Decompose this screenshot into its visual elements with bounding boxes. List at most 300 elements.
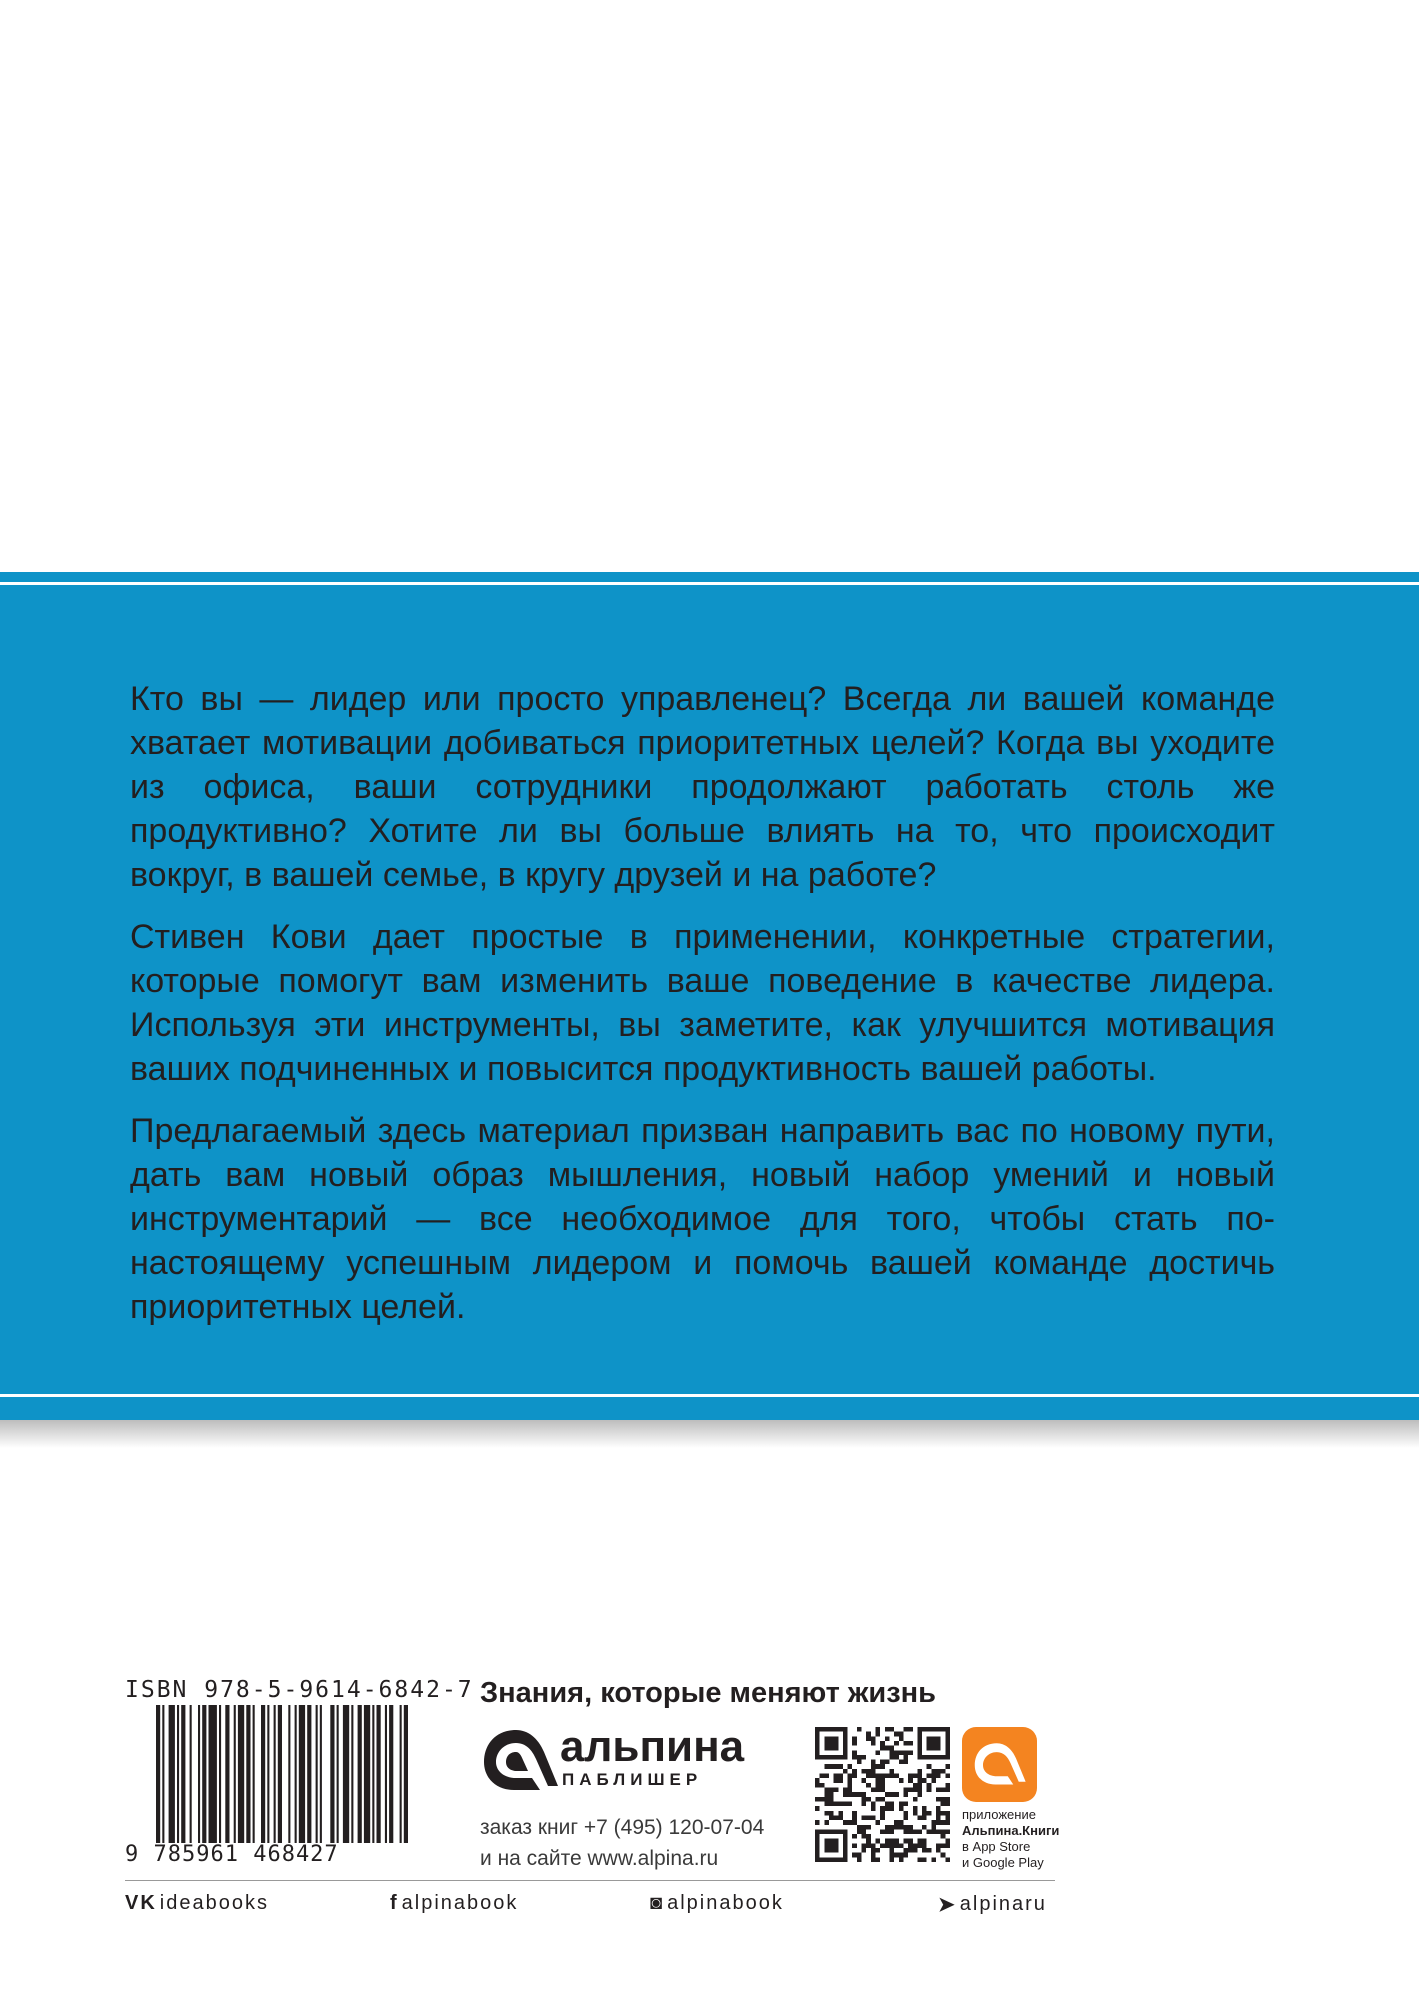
qr-module — [824, 1736, 838, 1750]
qr-module — [889, 1843, 894, 1848]
barcode-bar — [274, 1705, 276, 1843]
qr-module — [908, 1788, 913, 1793]
qr-module — [852, 1741, 857, 1746]
qr-module — [876, 1788, 881, 1793]
qr-module — [931, 1769, 936, 1774]
qr-module — [889, 1727, 894, 1732]
instagram-icon: ◙ — [650, 1892, 665, 1914]
qr-module — [922, 1839, 927, 1844]
qr-module — [936, 1843, 941, 1848]
qr-module — [917, 1783, 922, 1788]
barcode-bar — [198, 1705, 200, 1843]
qr-module — [880, 1783, 885, 1788]
qr-module — [941, 1843, 946, 1848]
barcode-bar — [278, 1705, 282, 1843]
qr-module — [927, 1848, 932, 1853]
qr-module — [922, 1857, 927, 1862]
facebook-handle: alpinabook — [401, 1892, 519, 1914]
barcode-bar — [343, 1705, 349, 1843]
qr-module — [852, 1750, 857, 1755]
qr-module — [922, 1815, 927, 1820]
qr-module — [885, 1727, 890, 1732]
order-phone: заказ книг +7 (495) 120-07-04 — [480, 1816, 765, 1839]
qr-module — [917, 1857, 922, 1862]
qr-module — [852, 1792, 857, 1797]
qr-module — [880, 1797, 885, 1802]
qr-module — [834, 1764, 839, 1769]
qr-module — [927, 1811, 932, 1816]
qr-module — [917, 1788, 922, 1793]
qr-module — [908, 1774, 913, 1779]
qr-module — [936, 1797, 941, 1802]
qr-module — [866, 1815, 871, 1820]
barcode-bar — [225, 1705, 229, 1843]
qr-module — [824, 1797, 829, 1802]
qr-module — [871, 1788, 876, 1793]
qr-module — [815, 1783, 820, 1788]
publisher-tagline: Знания, которые меняют жизнь — [480, 1677, 936, 1709]
qr-module — [889, 1746, 894, 1751]
barcode-bar — [364, 1705, 370, 1843]
qr-module — [871, 1806, 876, 1811]
qr-module — [857, 1792, 862, 1797]
qr-module — [936, 1815, 941, 1820]
qr-module — [945, 1797, 950, 1802]
qr-module — [899, 1853, 904, 1858]
qr-module — [903, 1750, 908, 1755]
social-links — [125, 1892, 1055, 1922]
qr-module — [913, 1788, 918, 1793]
qr-module — [922, 1825, 927, 1830]
qr-module — [866, 1843, 871, 1848]
barcode-bar — [169, 1705, 175, 1843]
qr-module — [917, 1774, 922, 1779]
qr-module — [829, 1792, 834, 1797]
qr-module — [913, 1774, 918, 1779]
qr-module — [834, 1788, 839, 1793]
qr-module — [829, 1815, 834, 1820]
qr-module — [941, 1811, 946, 1816]
qr-module — [871, 1774, 876, 1779]
qr-module — [936, 1769, 941, 1774]
qr-module — [903, 1801, 908, 1806]
qr-module — [815, 1806, 820, 1811]
qr-module — [903, 1853, 908, 1858]
qr-module — [899, 1801, 904, 1806]
barcode-bar — [162, 1705, 164, 1843]
qr-module — [903, 1755, 908, 1760]
qr-module — [889, 1853, 894, 1858]
qr-module — [834, 1774, 839, 1779]
qr-module — [866, 1825, 871, 1830]
qr-module — [876, 1820, 881, 1825]
qr-module — [871, 1741, 876, 1746]
qr-module — [941, 1801, 946, 1806]
telegram-handle: alpinaru — [959, 1893, 1047, 1915]
qr-module — [871, 1736, 876, 1741]
qr-module — [824, 1839, 838, 1853]
qr-module — [852, 1736, 857, 1741]
band-bottom-rule — [0, 1394, 1419, 1397]
qr-module — [903, 1727, 908, 1732]
qr-module — [880, 1815, 885, 1820]
social-instagram[interactable] — [650, 1892, 784, 1915]
qr-module — [908, 1839, 913, 1844]
qr-module — [852, 1769, 857, 1774]
qr-module — [820, 1774, 825, 1779]
book-description — [130, 677, 1275, 1347]
qr-module — [857, 1829, 862, 1834]
barcode-bar — [337, 1705, 339, 1843]
qr-module — [885, 1774, 890, 1779]
qr-module — [913, 1811, 918, 1816]
qr-module — [903, 1811, 908, 1816]
qr-module — [876, 1778, 881, 1783]
qr-module — [936, 1774, 941, 1779]
qr-module — [829, 1797, 834, 1802]
qr-module — [880, 1843, 885, 1848]
footer-divider — [125, 1880, 1055, 1881]
qr-module — [908, 1848, 913, 1853]
qr-module — [917, 1778, 922, 1783]
barcode — [156, 1705, 446, 1843]
qr-module — [913, 1806, 918, 1811]
qr-module — [885, 1792, 890, 1797]
qr-module — [885, 1825, 890, 1830]
qr-module — [908, 1750, 913, 1755]
barcode-bar — [307, 1705, 311, 1843]
qr-module — [931, 1774, 936, 1779]
qr-module — [862, 1825, 867, 1830]
qr-module — [908, 1843, 913, 1848]
qr-module — [945, 1783, 950, 1788]
qr-module — [903, 1825, 908, 1830]
qr-module — [866, 1834, 871, 1839]
qr-module — [899, 1857, 904, 1862]
isbn-label: ISBN 978-5-9614-6842-7 — [125, 1677, 474, 1703]
qr-module — [913, 1783, 918, 1788]
qr-module — [880, 1778, 885, 1783]
qr-module — [852, 1774, 857, 1779]
alpina-logo-icon — [480, 1726, 560, 1796]
qr-module — [945, 1820, 950, 1825]
qr-module — [894, 1732, 899, 1737]
qr-module — [889, 1829, 894, 1834]
qr-module — [857, 1760, 862, 1765]
barcode-bar — [181, 1705, 185, 1843]
qr-module — [931, 1778, 936, 1783]
qr-module — [852, 1820, 857, 1825]
barcode-bar — [253, 1705, 255, 1843]
qr-module — [866, 1839, 871, 1844]
qr-module — [945, 1829, 950, 1834]
qr-module — [899, 1843, 904, 1848]
qr-module — [894, 1843, 899, 1848]
qr-module — [829, 1811, 834, 1816]
qr-module — [815, 1820, 820, 1825]
qr-module — [829, 1801, 834, 1806]
qr-module — [941, 1834, 946, 1839]
telegram-icon: ➤ — [938, 1894, 957, 1916]
qr-module — [848, 1788, 853, 1793]
barcode-bar — [219, 1705, 221, 1843]
qr-module — [862, 1792, 867, 1797]
qr-module — [903, 1829, 908, 1834]
qr-module — [862, 1829, 867, 1834]
qr-module — [880, 1760, 885, 1765]
qr-module — [945, 1843, 950, 1848]
barcode-bar — [404, 1705, 408, 1843]
qr-module — [843, 1769, 848, 1774]
qr-module — [903, 1815, 908, 1820]
qr-module — [848, 1778, 853, 1783]
qr-module — [899, 1732, 904, 1737]
qr-module — [927, 1764, 932, 1769]
qr-module — [899, 1760, 904, 1765]
qr-module — [936, 1848, 941, 1853]
qr-module — [852, 1811, 857, 1816]
qr-module — [880, 1746, 885, 1751]
qr-module — [899, 1778, 904, 1783]
qr-module — [927, 1736, 941, 1750]
qr-module — [852, 1843, 857, 1848]
barcode-bar — [385, 1705, 387, 1843]
qr-module — [889, 1848, 894, 1853]
qr-module — [876, 1783, 881, 1788]
qr-module — [834, 1778, 839, 1783]
qr-module — [820, 1797, 825, 1802]
qr-module — [945, 1839, 950, 1844]
qr-module — [880, 1774, 885, 1779]
qr-module — [824, 1774, 829, 1779]
qr-module — [899, 1820, 904, 1825]
qr-module — [820, 1783, 825, 1788]
qr-module — [843, 1801, 848, 1806]
qr-module — [838, 1778, 843, 1783]
barcode-bar — [202, 1705, 206, 1843]
vk-icon: VK — [125, 1892, 157, 1914]
qr-module — [945, 1815, 950, 1820]
qr-module — [871, 1853, 876, 1858]
qr-module — [880, 1741, 885, 1746]
qr-module — [866, 1774, 871, 1779]
qr-module — [885, 1801, 890, 1806]
qr-module — [889, 1755, 894, 1760]
qr-module — [876, 1750, 881, 1755]
qr-module — [894, 1741, 899, 1746]
qr-module — [889, 1774, 894, 1779]
qr-module — [927, 1783, 932, 1788]
qr-module — [917, 1843, 922, 1848]
qr-module — [936, 1788, 941, 1793]
barcode-bar — [320, 1705, 322, 1843]
qr-module — [848, 1774, 853, 1779]
qr-module — [941, 1829, 946, 1834]
qr-module — [862, 1797, 867, 1802]
qr-module — [885, 1843, 890, 1848]
qr-module — [945, 1801, 950, 1806]
qr-module — [871, 1857, 876, 1862]
barcode-bar — [372, 1705, 374, 1843]
qr-module — [941, 1820, 946, 1825]
qr-module — [862, 1843, 867, 1848]
qr-module — [913, 1843, 918, 1848]
qr-module — [857, 1727, 862, 1732]
description-paragraph-1: Кто вы — лидер или просто управленец? Всегда ли вашей команде хватает мотивации добиваться приоритетных целей? Когда вы уходите из офиса, ваши сотрудники продолжают работать столь же продуктивно? Хотите ли вы больше влиять на то, что происходит вокруг, в вашей семье, в кругу друзей и на работе? — [130, 680, 1275, 894]
qr-module — [857, 1853, 862, 1858]
qr-module — [838, 1815, 843, 1820]
app-line-4: и Google Play — [962, 1855, 1044, 1870]
qr-module — [862, 1755, 867, 1760]
qr-module — [824, 1792, 829, 1797]
qr-module — [936, 1820, 941, 1825]
qr-module — [876, 1797, 881, 1802]
qr-module — [838, 1801, 843, 1806]
qr-module — [871, 1801, 876, 1806]
qr-module — [880, 1764, 885, 1769]
qr-module — [922, 1806, 927, 1811]
qr-module — [824, 1811, 829, 1816]
qr-module — [876, 1764, 881, 1769]
barcode-bar — [190, 1705, 192, 1843]
qr-module — [889, 1792, 894, 1797]
qr-module — [885, 1760, 890, 1765]
qr-module — [903, 1839, 908, 1844]
qr-module — [922, 1848, 927, 1853]
social-vk[interactable] — [125, 1892, 269, 1915]
qr-module — [913, 1848, 918, 1853]
qr-module — [889, 1825, 894, 1830]
qr-module — [866, 1736, 871, 1741]
facebook-icon: f — [390, 1892, 399, 1914]
social-telegram[interactable] — [938, 1892, 1047, 1917]
qr-module — [889, 1806, 894, 1811]
qr-module — [941, 1797, 946, 1802]
qr-module — [866, 1783, 871, 1788]
order-site[interactable]: и на сайте www.alpina.ru — [480, 1847, 719, 1870]
qr-module — [838, 1811, 843, 1816]
qr-module — [862, 1815, 867, 1820]
qr-module — [880, 1806, 885, 1811]
social-facebook[interactable] — [390, 1892, 518, 1915]
vk-handle: ideabooks — [159, 1892, 269, 1914]
qr-module — [941, 1769, 946, 1774]
qr-module — [885, 1839, 890, 1844]
qr-module — [871, 1760, 876, 1765]
qr-module — [824, 1764, 829, 1769]
qr-module — [862, 1778, 867, 1783]
order-info — [480, 1812, 764, 1874]
qr-module — [880, 1811, 885, 1816]
barcode-bar — [316, 1705, 318, 1843]
barcode-bar — [246, 1705, 250, 1843]
qr-module — [894, 1825, 899, 1830]
qr-module — [899, 1806, 904, 1811]
qr-module — [922, 1811, 927, 1816]
qr-module — [917, 1769, 922, 1774]
qr-module — [936, 1811, 941, 1816]
barcode-bar — [299, 1705, 305, 1843]
qr-module — [876, 1732, 881, 1737]
qr-module — [834, 1815, 839, 1820]
qr-module — [815, 1797, 820, 1802]
publisher-name: альпина — [560, 1722, 745, 1771]
qr-module — [945, 1857, 950, 1862]
qr-module — [848, 1783, 853, 1788]
qr-module — [894, 1839, 899, 1844]
qr-module — [815, 1778, 820, 1783]
qr-module — [889, 1839, 894, 1844]
qr-module — [945, 1811, 950, 1816]
qr-module — [866, 1797, 871, 1802]
qr-module — [927, 1774, 932, 1779]
qr-module — [824, 1788, 829, 1793]
description-paragraph-3: Предлагаемый здесь материал призван направить вас по новому пути, дать вам новый образ мышления, новый набор умений и новый инструментарий — все необходимое для того, чтобы стать по-настоящему успешным лидером и помочь вашей команде достичь приоритетных целей. — [130, 1112, 1275, 1326]
qr-module — [903, 1760, 908, 1765]
qr-module — [903, 1848, 908, 1853]
qr-module — [848, 1801, 853, 1806]
qr-module — [852, 1755, 857, 1760]
qr-module — [894, 1792, 899, 1797]
instagram-handle: alpinabook — [667, 1892, 784, 1914]
qr-module — [936, 1806, 941, 1811]
qr-module — [889, 1857, 894, 1862]
barcode-bar — [358, 1705, 362, 1843]
qr-module — [852, 1834, 857, 1839]
qr-module — [885, 1829, 890, 1834]
qr-module — [908, 1825, 913, 1830]
qr-module — [894, 1853, 899, 1858]
qr-module — [903, 1788, 908, 1793]
app-line-2: Альпина.Книги — [962, 1823, 1060, 1838]
qr-module — [894, 1820, 899, 1825]
qr-module — [866, 1769, 871, 1774]
barcode-bar — [330, 1705, 334, 1843]
qr-module — [931, 1857, 936, 1862]
qr-module — [885, 1806, 890, 1811]
qr-module — [899, 1825, 904, 1830]
description-paragraph-2: Стивен Кови дает простые в применении, конкретные стратегии, которые помогут вам изменить ваше поведение в качестве лидера. Используя эти инструменты, вы заметите, как улучшится мотивация ваших подчиненных и повысится продуктивность вашей работы. — [130, 918, 1275, 1088]
qr-module — [829, 1788, 834, 1793]
qr-module — [843, 1788, 848, 1793]
qr-module — [852, 1815, 857, 1820]
qr-module — [917, 1792, 922, 1797]
qr-module — [824, 1801, 829, 1806]
qr-module — [908, 1778, 913, 1783]
qr-module — [922, 1843, 927, 1848]
qr-code[interactable] — [815, 1727, 950, 1862]
qr-module — [848, 1764, 853, 1769]
qr-module — [889, 1801, 894, 1806]
qr-module — [945, 1764, 950, 1769]
qr-module — [862, 1769, 867, 1774]
alpina-books-app-icon — [962, 1727, 1037, 1802]
barcode-bar — [400, 1705, 402, 1843]
qr-module — [903, 1792, 908, 1797]
qr-module — [834, 1801, 839, 1806]
qr-module — [876, 1727, 881, 1732]
qr-module — [880, 1788, 885, 1793]
qr-module — [824, 1820, 829, 1825]
qr-module — [899, 1750, 904, 1755]
qr-module — [885, 1746, 890, 1751]
qr-module — [894, 1750, 899, 1755]
qr-module — [857, 1755, 862, 1760]
qr-module — [931, 1829, 936, 1834]
qr-module — [941, 1853, 946, 1858]
qr-module — [880, 1829, 885, 1834]
qr-module — [876, 1774, 881, 1779]
